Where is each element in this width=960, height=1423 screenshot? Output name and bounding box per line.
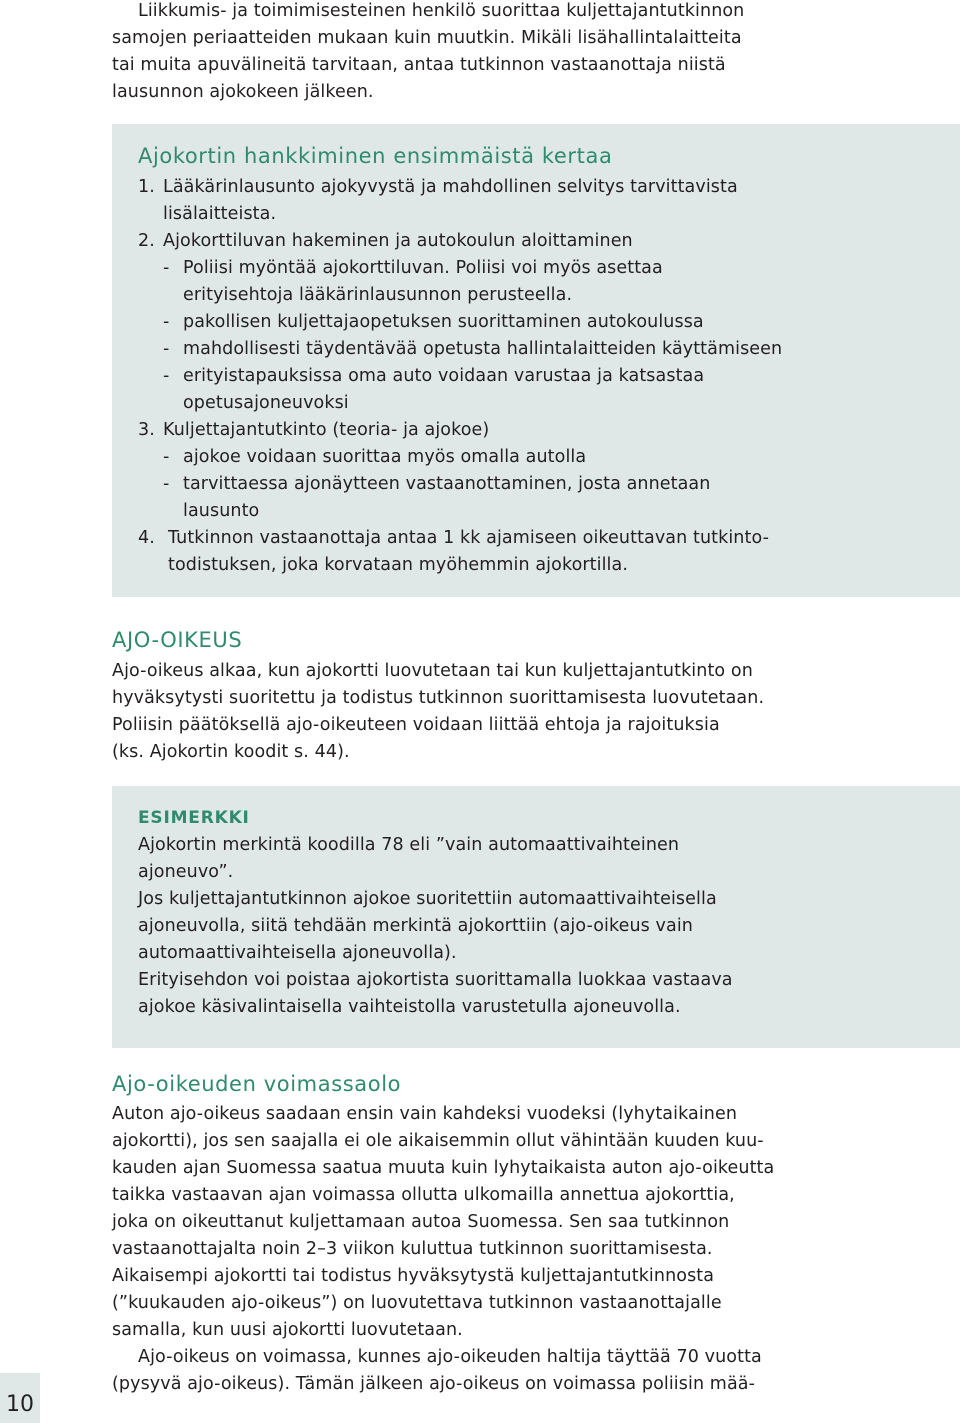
bullet-line: Poliisi myöntää ajokorttiluvan. Poliisi voi myös asettaa xyxy=(183,258,663,278)
validity-heading: Ajo-oikeuden voimassaolo xyxy=(112,1072,402,1096)
intro-line: lausunnon ajokokeen jälkeen. xyxy=(112,82,374,102)
bullet-dash: - xyxy=(163,366,170,386)
bullet-line: mahdollisesti täydentävää opetusta hallintalaitteiden käyttämiseen xyxy=(183,339,783,359)
bullet-line: erityistapauksissa oma auto voidaan varustaa ja katsastaa xyxy=(183,366,705,386)
validity-line: Aikaisempi ajokortti tai todistus hyväksytystä kuljettajantutkinnosta xyxy=(112,1266,715,1286)
step-line: Kuljettajantutkinto (teoria- ja ajokoe) xyxy=(163,420,490,440)
bullet-dash: - xyxy=(163,312,170,332)
validity-line: joka on oikeuttanut kuljettamaan autoa Suomessa. Sen saa tutkinnon xyxy=(112,1212,730,1232)
bullet-dash: - xyxy=(163,447,170,467)
example-line: Jos kuljettajantutkinnon ajokoe suoritettiin automaattivaihteisella xyxy=(138,889,717,909)
validity-line: taikka vastaavan ajan voimassa ollutta ulkomailla annettua ajokorttia, xyxy=(112,1185,735,1205)
validity-line: vastaanottajalta noin 2–3 viikon kuluttua tutkinnon suorittamisesta. xyxy=(112,1239,713,1259)
bullet-line: ajokoe voidaan suorittaa myös omalla autolla xyxy=(183,447,587,467)
first-time-heading: Ajokortin hankkiminen ensimmäistä kertaa xyxy=(138,144,613,168)
example-line: automaattivaihteisella ajoneuvolla). xyxy=(138,943,457,963)
example-line: ajoneuvolla, siitä tehdään merkintä ajokorttiin (ajo-oikeus vain xyxy=(138,916,693,936)
example-line: ajoneuvo”. xyxy=(138,862,234,882)
bullet-line: pakollisen kuljettajaopetuksen suorittaminen autokoulussa xyxy=(183,312,704,332)
step-line: Lääkärinlausunto ajokyvystä ja mahdollinen selvitys tarvittavista xyxy=(163,177,738,197)
bullet-dash: - xyxy=(163,474,170,494)
ajo-oikeus-line: Ajo-oikeus alkaa, kun ajokortti luovutetaan tai kun kuljettajantutkinto on xyxy=(112,661,753,681)
step-number: 4. xyxy=(138,528,155,548)
intro-line: Liikkumis- ja toimimisesteinen henkilö suorittaa kuljettajantutkinnon xyxy=(138,1,745,21)
step-line: todistuksen, joka korvataan myöhemmin ajokortilla. xyxy=(168,555,628,575)
validity-line: samalla, kun uusi ajokortti luovutetaan. xyxy=(112,1320,463,1340)
step-line: lisälaitteista. xyxy=(163,204,277,224)
example-heading: ESIMERKKI xyxy=(138,808,250,828)
step-number: 2. xyxy=(138,231,155,251)
ajo-oikeus-line: (ks. Ajokortin koodit s. 44). xyxy=(112,742,350,762)
example-line: ajokoe käsivalintaisella vaihteistolla varustetulla ajoneuvolla. xyxy=(138,997,681,1017)
validity-line: Ajo-oikeus on voimassa, kunnes ajo-oikeuden haltija täyttää 70 vuotta xyxy=(138,1347,762,1367)
bullet-dash: - xyxy=(163,339,170,359)
step-number: 3. xyxy=(138,420,155,440)
page-number: 10 xyxy=(6,1392,34,1417)
ajo-oikeus-line: Poliisin päätöksellä ajo-oikeuteen voidaan liittää ehtoja ja rajoituksia xyxy=(112,715,720,735)
bullet-line: lausunto xyxy=(183,501,260,521)
example-line: Ajokortin merkintä koodilla 78 eli ”vain automaattivaihteinen xyxy=(138,835,680,855)
ajo-oikeus-heading: AJO-OIKEUS xyxy=(112,628,243,652)
bullet-line: erityisehtoja lääkärinlausunnon perusteella. xyxy=(183,285,573,305)
step-line: Ajokorttiluvan hakeminen ja autokoulun aloittaminen xyxy=(163,231,633,251)
step-number: 1. xyxy=(138,177,155,197)
example-line: Erityisehdon voi poistaa ajokortista suorittamalla luokkaa vastaava xyxy=(138,970,733,990)
validity-line: kauden ajan Suomessa saatua muuta kuin lyhytaikaista auton ajo-oikeutta xyxy=(112,1158,775,1178)
validity-line: ajokortti), jos sen saajalla ei ole aikaisemmin ollut vähintään kuuden kuu- xyxy=(112,1131,764,1151)
ajo-oikeus-line: hyväksytysti suoritettu ja todistus tutkinnon suorittamisesta luovutetaan. xyxy=(112,688,765,708)
intro-line: samojen periaatteiden mukaan kuin muutkin. Mikäli lisähallintalaitteita xyxy=(112,28,742,48)
intro-line: tai muita apuvälineitä tarvitaan, antaa tutkinnon vastaanottaja niistä xyxy=(112,55,726,75)
validity-line: (”kuukauden ajo-oikeus”) on luovutettava tutkinnon vastaanottajalle xyxy=(112,1293,722,1313)
bullet-dash: - xyxy=(163,258,170,278)
validity-line: Auton ajo-oikeus saadaan ensin vain kahdeksi vuodeksi (lyhytaikainen xyxy=(112,1104,738,1124)
bullet-line: opetusajoneuvoksi xyxy=(183,393,349,413)
step-line: Tutkinnon vastaanottaja antaa 1 kk ajamiseen oikeuttavan tutkinto- xyxy=(168,528,769,548)
bullet-line: tarvittaessa ajonäytteen vastaanottaminen, josta annetaan xyxy=(183,474,711,494)
validity-line: (pysyvä ajo-oikeus). Tämän jälkeen ajo-oikeus on voimassa poliisin mää- xyxy=(112,1374,756,1394)
